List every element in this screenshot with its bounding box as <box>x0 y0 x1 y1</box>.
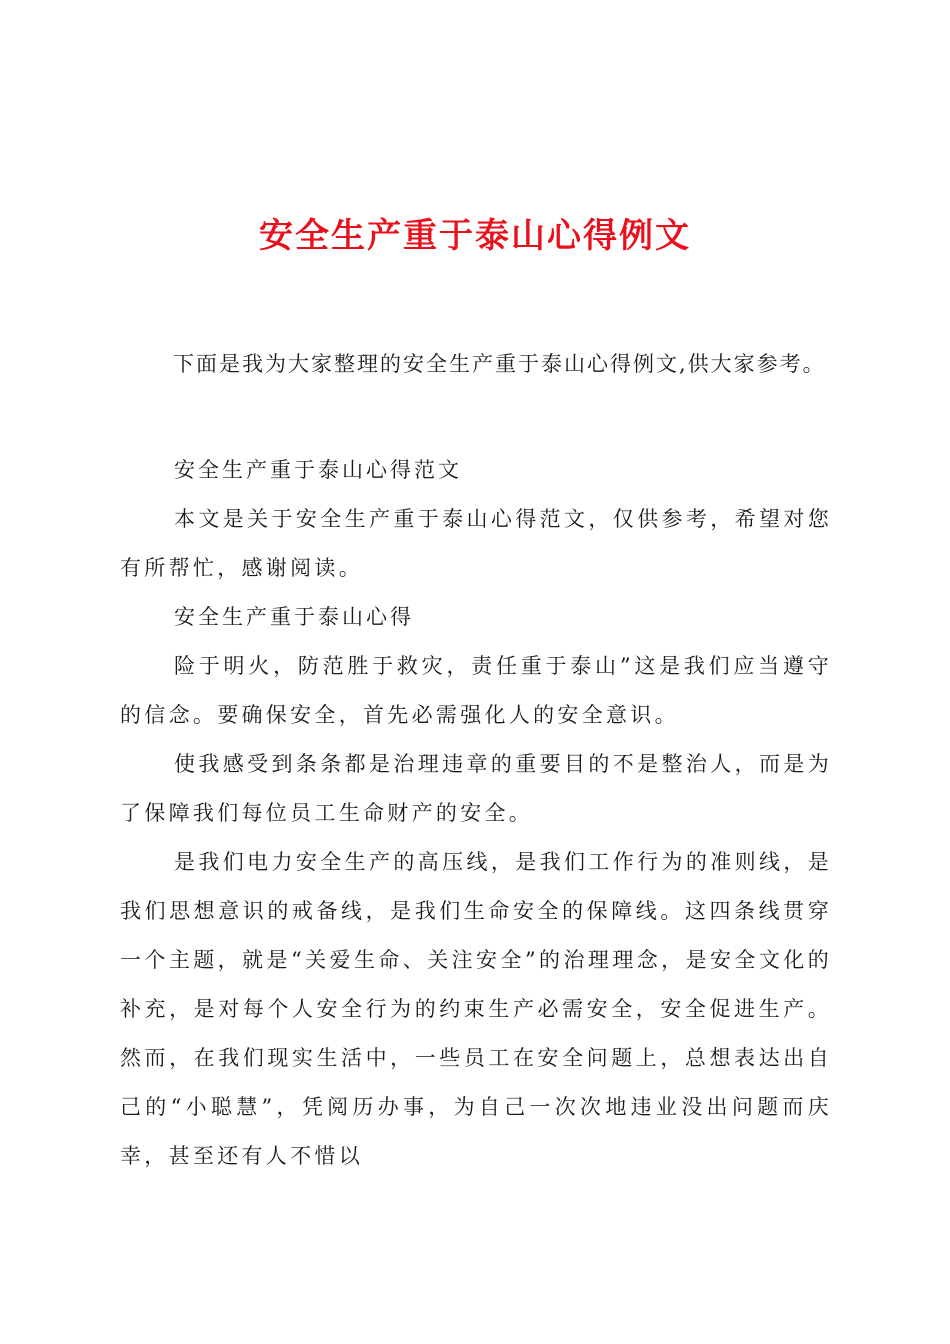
section-heading-xinde: 安全生产重于泰山心得 <box>174 605 414 629</box>
paragraph: 险于明火，防范胜于救灾，责任重于泰山”这是我们应当遵守的信念。要确保安全，首先必需强化人的安全意识。 <box>120 654 832 727</box>
paragraph: 本文是关于安全生产重于泰山心得范文，仅供参考，希望对您有所帮忙，感谢阅读。 <box>120 507 832 580</box>
intro-paragraph: 下面是我为大家整理的安全生产重于泰山心得例文,供大家参考。 <box>173 352 826 376</box>
document-title: 安全生产重于泰山心得例文 <box>259 216 691 256</box>
section-heading-fanwen: 安全生产重于泰山心得范文 <box>174 458 462 482</box>
document-body <box>120 446 832 1181</box>
paragraph: 使我感受到条条都是治理违章的重要目的不是整治人，而是为了保障我们每位员工生命财产的安全。 <box>120 752 832 825</box>
paragraph: 是我们电力安全生产的高压线，是我们工作行为的准则线，是我们思想意识的戒备线，是我们生命安全的保障线。这四条线贯穿一个主题，就是“关爱生命、关注安全”的治理理念，是安全文化的补充，是对每个人安全行为的约束生产必需安全，安全促进生产。然而，在我们现实生活中，一些员工在安全问题上，总想表达出自己的“小聪慧”，凭阅历办事，为自己一次次地违业没出问题而庆幸，甚至还有人不惜以 <box>120 850 832 1168</box>
